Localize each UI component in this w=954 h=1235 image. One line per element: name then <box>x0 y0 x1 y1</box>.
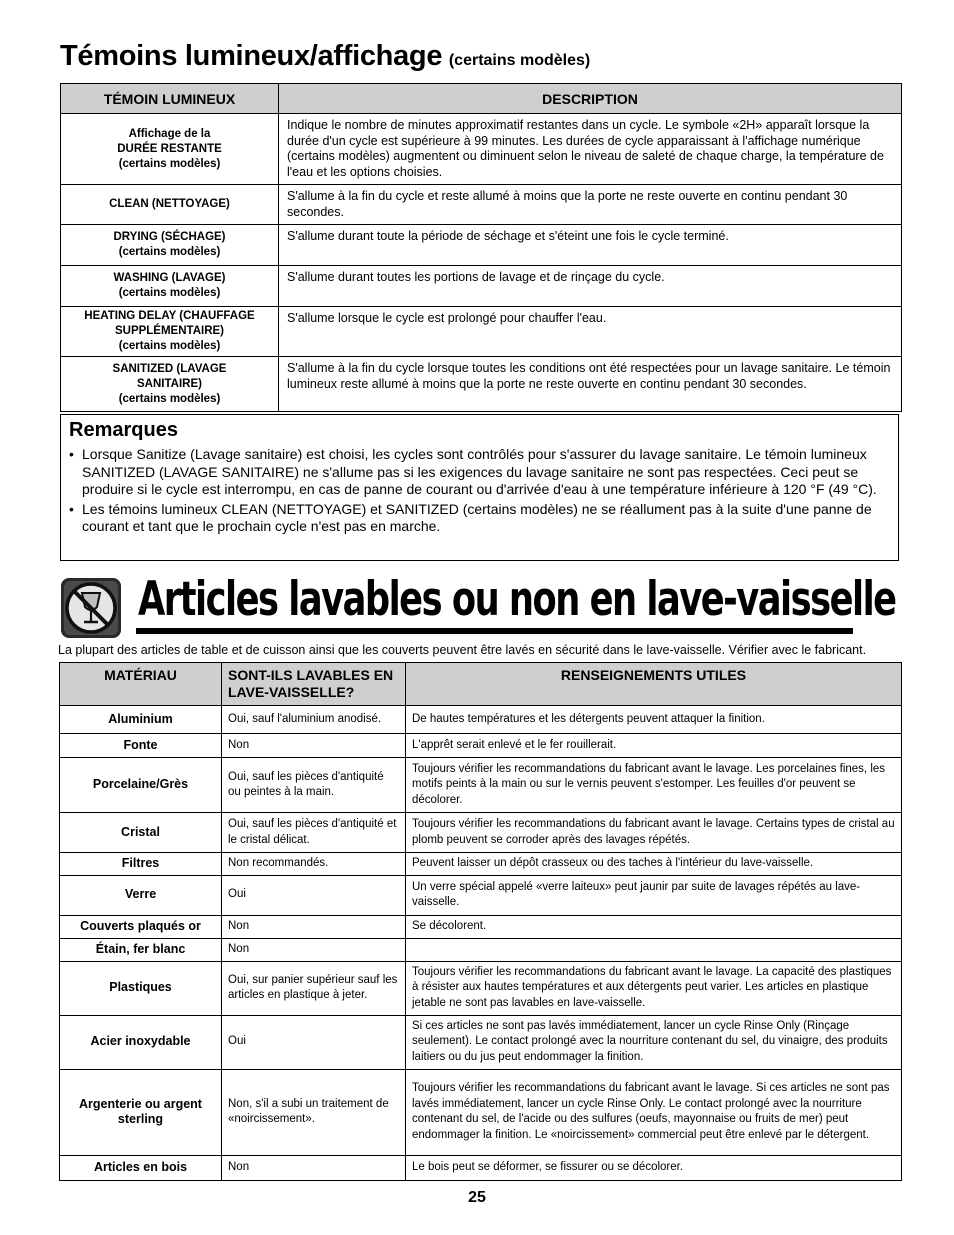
material-row <box>60 961 902 1015</box>
title-rule <box>136 628 853 634</box>
material-name: Filtres <box>60 853 222 876</box>
indicator-name <box>61 114 279 185</box>
material-dishwasher-safe: Oui, sauf l'aluminium anodisé. <box>222 706 406 734</box>
indicator-name-line: HEATING DELAY (CHAUFFAGE <box>84 310 255 322</box>
indicator-description: Indique le nombre de minutes approximatif restantes dans un cycle. Le symbole «2H» apparaît lorsque la durée d'un cycle est supérieure à 99 minutes. Les durées de cycle apparaissant à l'affichage numérique (certains modèles) augmentent ou diminuent selon le niveau de saleté de chaque charge, la température de l'eau et les options choisies. <box>279 114 902 185</box>
section-title-note: (certains modèles) <box>448 52 591 69</box>
indicator-description: S'allume durant toute la période de séchage et s'éteint une fois le cycle terminé. <box>279 225 902 266</box>
material-row <box>60 1069 902 1155</box>
material-dishwasher-safe: Oui <box>222 1015 406 1069</box>
material-row <box>60 734 902 758</box>
indicator-table-header <box>61 84 902 114</box>
material-info: Si ces articles ne sont pas lavés immédiatement, lancer un cycle Rinse Only (Rinçage seulement). Le contact prolongé avec la nourriture contenant du sel, du vinaigre, des produits laitiers ou du jus peut endommager la finition. <box>406 1015 902 1069</box>
indicator-name-line: DURÉE RESTANTE <box>117 142 222 155</box>
material-dishwasher-safe: Oui <box>222 875 406 915</box>
material-row <box>60 1155 902 1180</box>
material-name: Étain, fer blanc <box>60 938 222 961</box>
section-title-main: Témoins lumineux/affichage <box>60 40 443 72</box>
indicator-name-line: (certains modèles) <box>118 392 221 405</box>
indicator-row <box>61 185 902 225</box>
material-name: Cristal <box>60 813 222 853</box>
indicator-row <box>61 114 902 185</box>
material-info: Toujours vérifier les recommandations du fabricant avant le lavage. Si ces articles ne sont pas lavés immédiatement, lancer un cycle Rinse Only. Le contact prolongé avec la nourriture contenant du sel, de l'acide ou des sulfures (oeufs, mayonnaise ou fruits de mer) peut endommager la finition. Le «noircissement» commercial peut être enlevé par le détergent. <box>406 1069 902 1155</box>
material-info: L'apprêt serait enlevé et le fer rouillerait. <box>406 734 902 758</box>
material-name: Plastiques <box>60 961 222 1015</box>
material-dishwasher-safe: Non, s'il a subi un traitement de «noircissement». <box>222 1069 406 1155</box>
materials-table-header <box>60 663 902 706</box>
header-indicator: TÉMOIN LUMINEUX <box>61 84 279 114</box>
indicator-name-line: SUPPLÉMENTAIRE) <box>114 325 225 337</box>
material-info: Toujours vérifier les recommandations du fabricant avant le lavage. Les porcelaines fines, les motifs peints à la main ou sur le vernis peuvent s'estomper. Les feuilles d'or peuvent se décolorer. <box>406 758 902 813</box>
indicator-description: S'allume durant toutes les portions de lavage et de rinçage du cycle. <box>279 266 902 307</box>
notes-item: • Lorsque Sanitize (Lavage sanitaire) est choisi, les cycles sont contrôlés pour s'assurer du lavage sanitaire. Le témoin lumineux SANITIZED (LAVAGE SANITAIRE) ne s'allume pas si les exigences du lavage sanitaire ne sont pas respectées. Ceci peut se produire si le cycle est interrompu, en cas de panne de courant ou d'arrivée d'eau à une température inférieure à 120 °F (49 °C). <box>69 446 890 499</box>
section-title-indicators <box>60 40 590 73</box>
material-name: Acier inoxydable <box>60 1015 222 1069</box>
material-dishwasher-safe: Non <box>222 1155 406 1180</box>
notes-title: Remarques <box>69 419 178 441</box>
notes-item: • Les témoins lumineux CLEAN (NETTOYAGE) et SANITIZED (certains modèles) ne se réallument pas à la suite d'une panne de courant et tant que le prochain cycle n'est pas en marche. <box>69 501 890 536</box>
indicator-table <box>60 83 902 412</box>
material-row <box>60 813 902 853</box>
material-name: Fonte <box>60 734 222 758</box>
material-name: Porcelaine/Grès <box>60 758 222 813</box>
indicator-name-line: (certains modèles) <box>118 287 221 299</box>
material-row <box>60 853 902 876</box>
material-dishwasher-safe: Non <box>222 938 406 961</box>
indicator-description: S'allume lorsque le cycle est prolongé pour chauffer l'eau. <box>279 307 902 357</box>
material-row <box>60 706 902 734</box>
indicator-description: S'allume à la fin du cycle lorsque toutes les conditions ont été respectées pour un lavage sanitaire. Le témoin lumineux reste allumé à moins que la porte ne reste ouverte en continu pendant 30 secondes. <box>279 357 902 412</box>
intro-text: La plupart des articles de table et de cuisson ainsi que les couverts peuvent être lavés en sécurité dans le lave-vaisselle. Vérifier avec le fabricant. <box>58 643 867 657</box>
material-dishwasher-safe: Oui, sur panier supérieur sauf les articles en plastique à jeter. <box>222 961 406 1015</box>
header-useful-info: RENSEIGNEMENTS UTILES <box>406 663 902 706</box>
indicator-name-line: CLEAN (NETTOYAGE) <box>109 198 230 210</box>
material-name: Couverts plaqués or <box>60 915 222 938</box>
indicator-name-line: (certains modèles) <box>118 157 221 170</box>
indicator-description: S'allume à la fin du cycle et reste allumé à moins que la porte ne reste ouverte en continu pendant 30 secondes. <box>279 185 902 225</box>
material-name: Argenterie ou argent sterling <box>60 1069 222 1155</box>
material-name: Articles en bois <box>60 1155 222 1180</box>
indicator-row <box>61 357 902 412</box>
indicator-name <box>61 266 279 307</box>
material-info: Un verre spécial appelé «verre laiteux» peut jaunir par suite de lavages répétés au lave-vaisselle. <box>406 875 902 915</box>
material-dishwasher-safe: Non <box>222 734 406 758</box>
material-info: Peuvent laisser un dépôt crasseux ou des taches à l'intérieur du lave-vaisselle. <box>406 853 902 876</box>
no-glass-icon <box>60 577 122 639</box>
header-dishwasher-safe: SONT-ILS LAVABLES EN LAVE-VAISSELLE? <box>222 663 406 706</box>
material-info: De hautes températures et les détergents peuvent attaquer la finition. <box>406 706 902 734</box>
header-description: DESCRIPTION <box>279 84 902 114</box>
indicator-name-line: (certains modèles) <box>118 340 221 352</box>
indicator-row <box>61 266 902 307</box>
indicator-name <box>61 185 279 225</box>
material-row <box>60 1015 902 1069</box>
indicator-row <box>61 307 902 357</box>
page-number: 25 <box>468 1189 486 1206</box>
material-info <box>406 938 902 961</box>
indicator-name-line: SANITIZED (LAVAGE <box>112 362 227 375</box>
material-row <box>60 875 902 915</box>
material-info: Se décolorent. <box>406 915 902 938</box>
indicator-name <box>61 225 279 266</box>
material-dishwasher-safe: Oui, sauf les pièces d'antiquité et le cristal délicat. <box>222 813 406 853</box>
material-row <box>60 758 902 813</box>
material-row <box>60 915 902 938</box>
material-name: Aluminium <box>60 706 222 734</box>
header-material: MATÉRIAU <box>60 663 222 706</box>
material-dishwasher-safe: Oui, sauf les pièces d'antiquité ou peintes à la main. <box>222 758 406 813</box>
material-info: Toujours vérifier les recommandations du fabricant avant le lavage. La capacité des plastiques à résister aux hautes températures et aux détergents peut varier. Les articles en plastique jetable ne sont pas lavables en lave-vaisselle. <box>406 961 902 1015</box>
indicator-name-line: (certains modèles) <box>118 246 221 258</box>
material-row <box>60 938 902 961</box>
indicator-name-line: DRYING (SÉCHAGE) <box>113 231 226 243</box>
material-dishwasher-safe: Non <box>222 915 406 938</box>
notes-box <box>60 414 899 561</box>
indicator-name-line: SANITAIRE) <box>137 377 202 390</box>
materials-table <box>59 662 902 1181</box>
indicator-name <box>61 307 279 357</box>
notes-list <box>69 446 890 536</box>
indicator-name-line: Affichage de la <box>128 127 211 140</box>
material-dishwasher-safe: Non recommandés. <box>222 853 406 876</box>
section-title-dishwasher-safe: Articles lavables ou non en lave-vaisselle <box>138 572 896 627</box>
indicator-name-line: WASHING (LAVAGE) <box>113 272 226 284</box>
indicator-row <box>61 225 902 266</box>
material-name: Verre <box>60 875 222 915</box>
material-info: Le bois peut se déformer, se fissurer ou se décolorer. <box>406 1155 902 1180</box>
material-info: Toujours vérifier les recommandations du fabricant avant le lavage. Certains types de cristal au plomb peuvent se corroder après des lavages répétés. <box>406 813 902 853</box>
indicator-name <box>61 357 279 412</box>
